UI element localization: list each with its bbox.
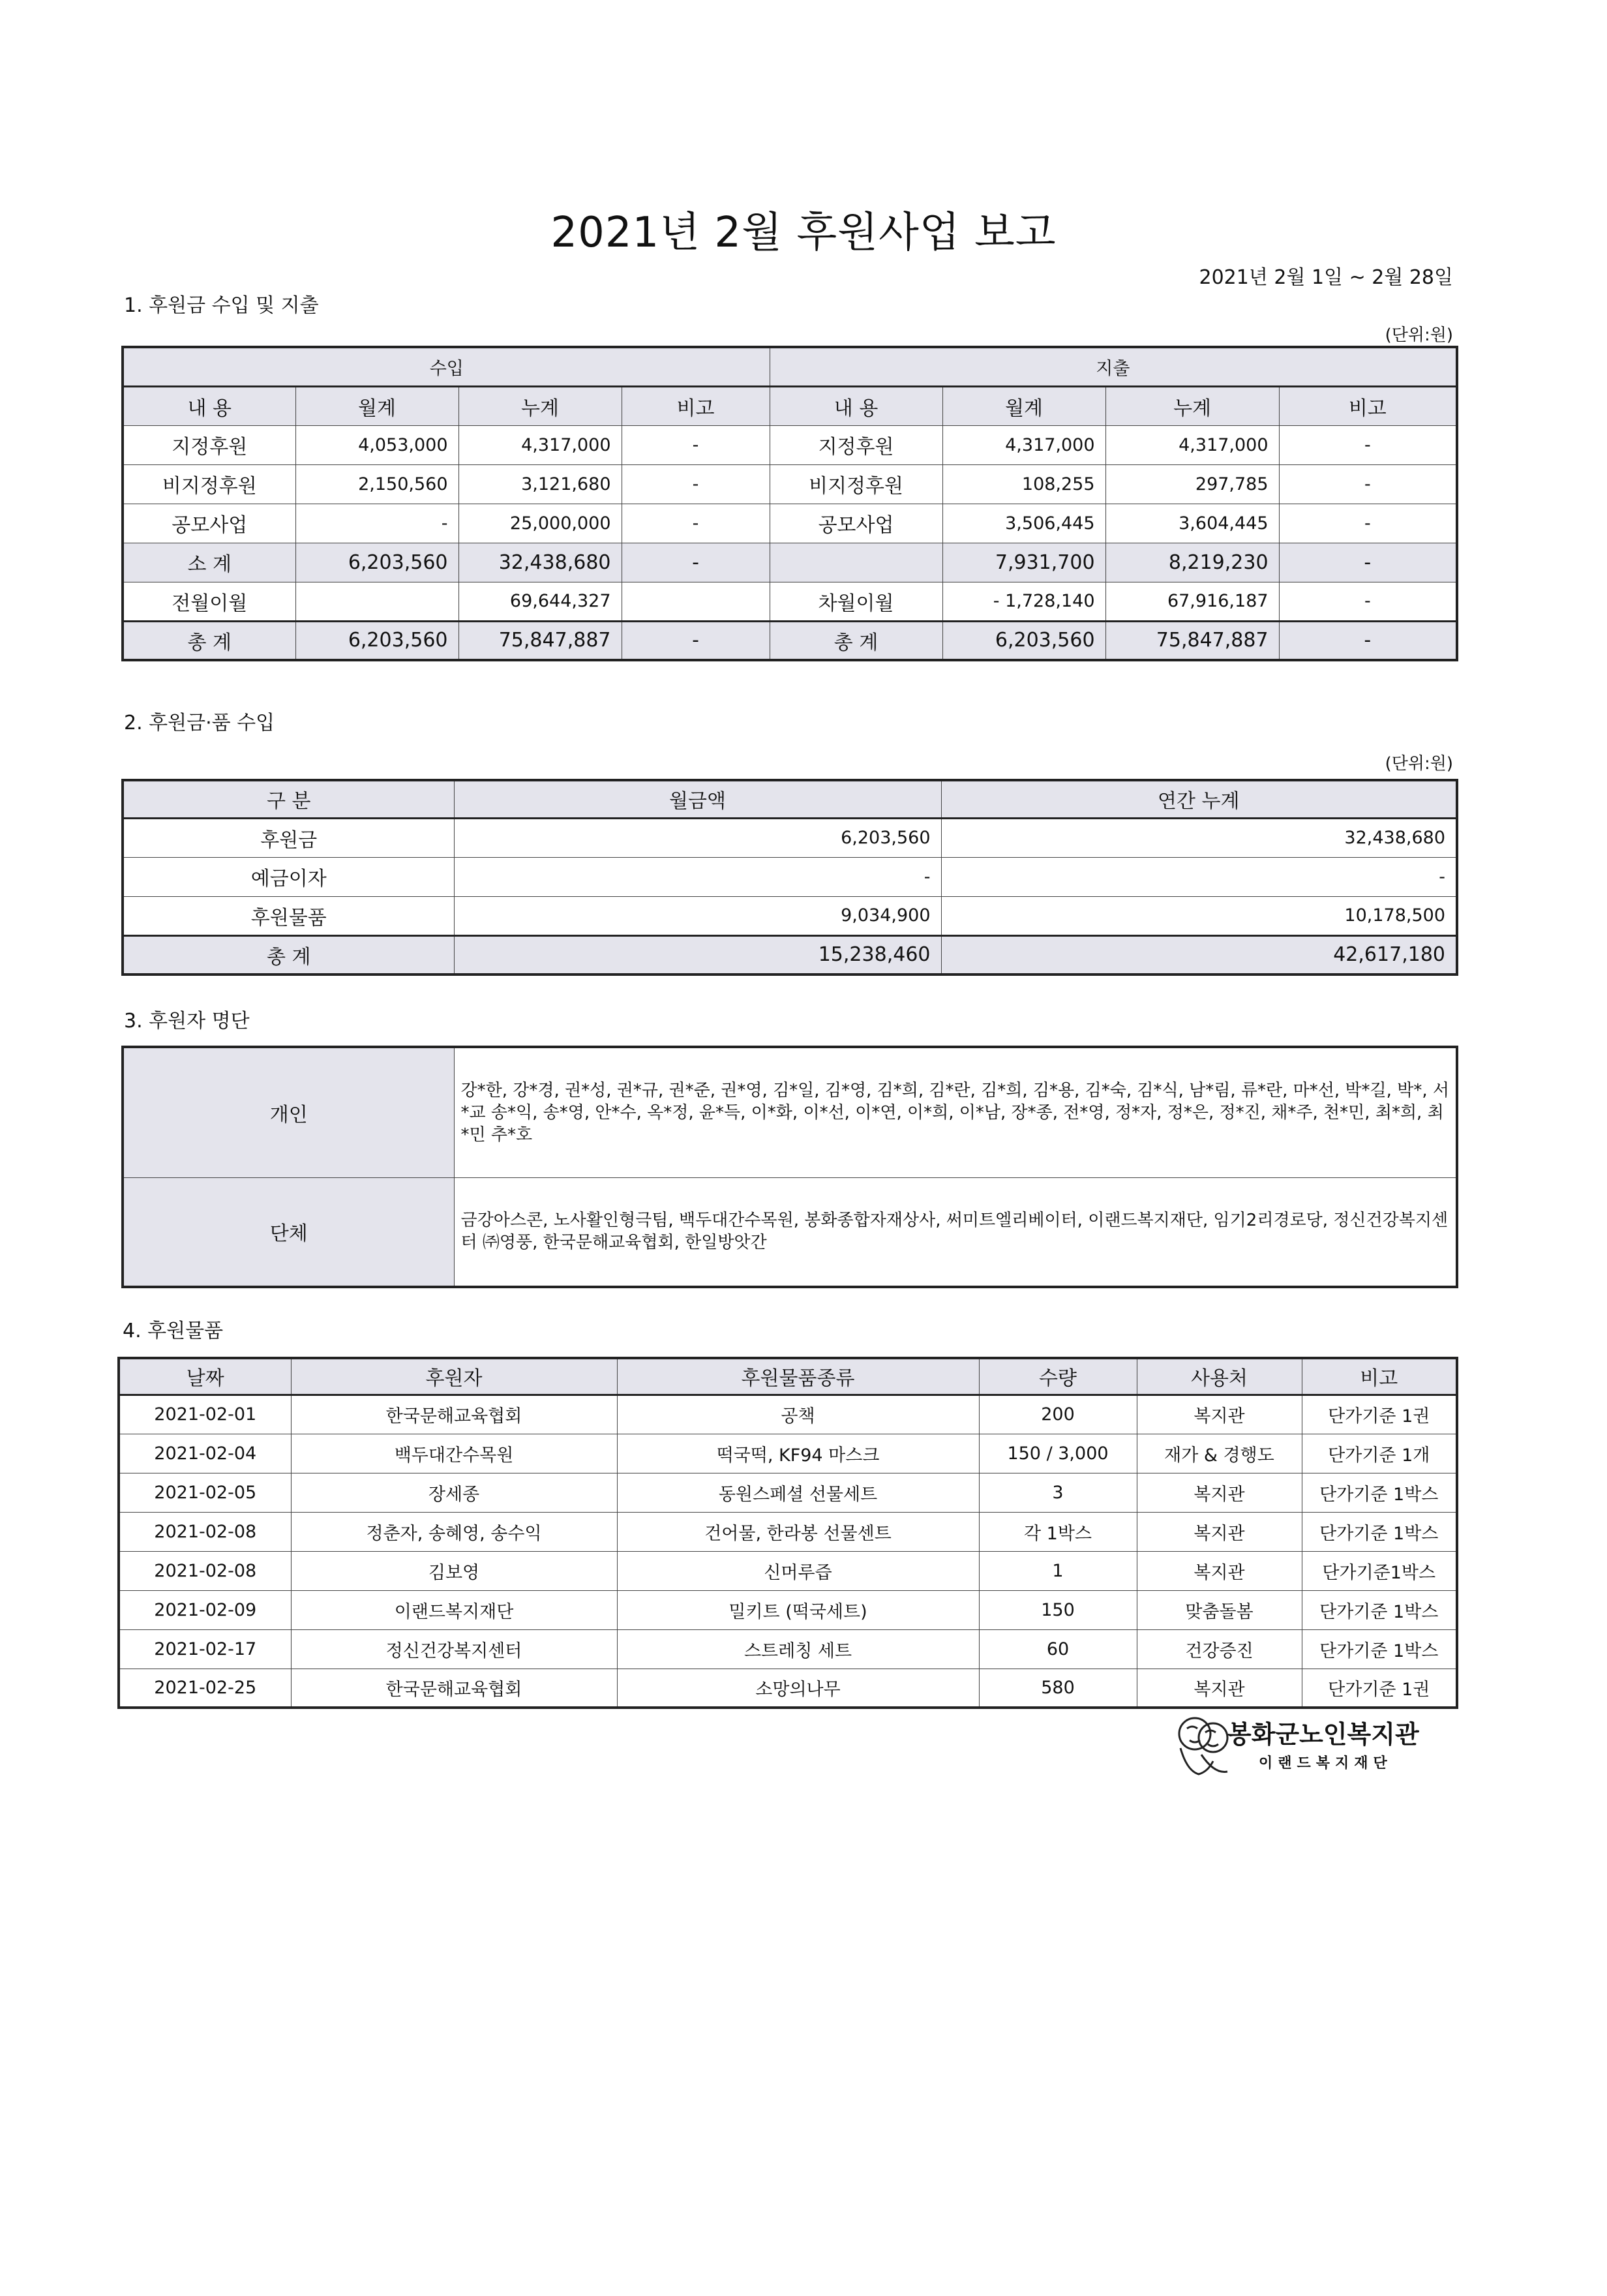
page-title: 2021년 2월 후원사업 보고 [550, 209, 1057, 257]
table-cell: - [1279, 504, 1457, 543]
income-expense-row [123, 504, 1457, 543]
table-cell: 2021-02-09 [119, 1590, 291, 1629]
donated-goods-row [119, 1629, 1457, 1669]
table-cell: - [1279, 425, 1457, 464]
column-header: 월계 [295, 386, 458, 425]
table-cell: 15,238,460 [454, 935, 941, 974]
table-cell: 이랜드복지재단 [291, 1590, 617, 1629]
table-cell: 정신건강복지센터 [291, 1629, 617, 1669]
table-cell: 297,785 [1105, 464, 1279, 504]
table-cell: 단가기준 1박스 [1302, 1590, 1457, 1629]
table-cell: 동원스페셜 선물세트 [617, 1473, 979, 1512]
table-cell: 6,203,560 [295, 621, 458, 660]
column-header: 후원물품종류 [617, 1358, 979, 1395]
individual-label: 개인 [123, 1047, 454, 1177]
table-cell: 총 계 [123, 935, 454, 974]
income-header: 수입 [123, 347, 770, 386]
table-cell: 예금이자 [123, 857, 454, 896]
table-cell: 8,219,230 [1105, 543, 1279, 582]
column-header: 내 용 [123, 386, 295, 425]
income-expense-table [121, 346, 1458, 661]
table-cell: 떡국떡, KF94 마스크 [617, 1434, 979, 1473]
table-cell: 75,847,887 [458, 621, 622, 660]
donated-goods-row [119, 1395, 1457, 1434]
table-cell: 한국문해교육협회 [291, 1669, 617, 1708]
table-cell: - [941, 857, 1457, 896]
donated-goods-header-row [119, 1358, 1457, 1395]
table-cell: 전월이월 [123, 582, 295, 621]
table-cell: 4,317,000 [458, 425, 622, 464]
table-cell: 단가기준 1박스 [1302, 1512, 1457, 1551]
section4-heading: 4. 후원물품 [123, 1320, 224, 1342]
table-cell: 69,644,327 [458, 582, 622, 621]
table-cell: - [622, 425, 770, 464]
donated-goods-row [119, 1590, 1457, 1629]
table-cell: 2021-02-01 [119, 1395, 291, 1434]
table-cell: 42,617,180 [941, 935, 1457, 974]
table-cell: 총 계 [123, 621, 295, 660]
org-name: 봉화군노인복지관 [1227, 1720, 1419, 1749]
group-donors-row [123, 1177, 1457, 1287]
table-cell: - [454, 857, 941, 896]
donated-goods-table [117, 1357, 1458, 1709]
donated-goods-row [119, 1669, 1457, 1708]
table-cell: 신머루즙 [617, 1551, 979, 1590]
table-cell: 각 1박스 [979, 1512, 1137, 1551]
table-cell: 공책 [617, 1395, 979, 1434]
org-sub: 이랜드복지재단 [1259, 1755, 1392, 1772]
table-cell [295, 582, 458, 621]
table-cell: - [622, 504, 770, 543]
table-cell: 후원금 [123, 818, 454, 857]
table-cell: 9,034,900 [454, 896, 941, 935]
column-header: 비고 [622, 386, 770, 425]
table-cell: - [1279, 464, 1457, 504]
table-cell: 비지정후원 [770, 464, 942, 504]
table-cell: 4,317,000 [942, 425, 1105, 464]
column-header: 연간 누계 [941, 780, 1457, 818]
table-cell: 정춘자, 송혜영, 송수익 [291, 1512, 617, 1551]
table-cell: 3,604,445 [1105, 504, 1279, 543]
table-cell: - [1279, 543, 1457, 582]
table-cell: 단가기준 1박스 [1302, 1629, 1457, 1669]
table-cell: - [622, 621, 770, 660]
table-cell: 공모사업 [770, 504, 942, 543]
table-cell: 스트레칭 세트 [617, 1629, 979, 1669]
donation-income-row [123, 818, 1457, 857]
table-cell: 단가기준 1박스 [1302, 1473, 1457, 1512]
table-cell: 소망의나무 [617, 1669, 979, 1708]
table-cell: 장세종 [291, 1473, 617, 1512]
table-cell: 비지정후원 [123, 464, 295, 504]
table-cell: 재가 & 경행도 [1137, 1434, 1302, 1473]
table-cell: 단가기준1박스 [1302, 1551, 1457, 1590]
income-expense-row [123, 621, 1457, 660]
table-cell: 공모사업 [123, 504, 295, 543]
table-cell: 4,317,000 [1105, 425, 1279, 464]
table-cell: 차월이월 [770, 582, 942, 621]
column-header: 날짜 [119, 1358, 291, 1395]
table-cell: 후원물품 [123, 896, 454, 935]
table-cell: 한국문해교육협회 [291, 1395, 617, 1434]
table-cell: 7,931,700 [942, 543, 1105, 582]
table-cell: - [1279, 621, 1457, 660]
table-cell: 단가기준 1개 [1302, 1434, 1457, 1473]
section1-heading: 1. 후원금 수입 및 지출 [124, 294, 319, 317]
table-cell: 복지관 [1137, 1473, 1302, 1512]
donation-income-row [123, 896, 1457, 935]
section2-heading: 2. 후원금·품 수입 [124, 712, 275, 734]
column-header: 누계 [1105, 386, 1279, 425]
table-cell: 25,000,000 [458, 504, 622, 543]
table-cell: 복지관 [1137, 1669, 1302, 1708]
column-header: 구 분 [123, 780, 454, 818]
donation-income-header-row [123, 780, 1457, 818]
table-cell: 김보영 [291, 1551, 617, 1590]
table-cell: 60 [979, 1629, 1137, 1669]
income-expense-column-header-row [123, 386, 1457, 425]
column-header: 월금액 [454, 780, 941, 818]
table-cell: 10,178,500 [941, 896, 1457, 935]
column-header: 수량 [979, 1358, 1137, 1395]
table-cell: 총 계 [770, 621, 942, 660]
table-cell: 3,121,680 [458, 464, 622, 504]
table-cell: 밀키트 (떡국세트) [617, 1590, 979, 1629]
table-cell: 복지관 [1137, 1512, 1302, 1551]
table-cell: 2021-02-05 [119, 1473, 291, 1512]
table-cell: 2021-02-04 [119, 1434, 291, 1473]
table-cell: 2,150,560 [295, 464, 458, 504]
column-header: 비고 [1302, 1358, 1457, 1395]
donated-goods-row [119, 1434, 1457, 1473]
table-cell: 32,438,680 [458, 543, 622, 582]
table-cell: - [622, 543, 770, 582]
table-cell: 소 계 [123, 543, 295, 582]
table-cell: 200 [979, 1395, 1137, 1434]
individual-donors-row [123, 1047, 1457, 1177]
table-cell: 32,438,680 [941, 818, 1457, 857]
table-cell: 75,847,887 [1105, 621, 1279, 660]
table-cell: 6,203,560 [295, 543, 458, 582]
table-cell: 복지관 [1137, 1551, 1302, 1590]
individual-names: 강*한, 강*경, 권*성, 권*규, 권*준, 권*영, 김*일, 김*영, 김*희, 김*란, 김*희, 김*용, 김*숙, 김*식, 남*림, 류*란, 마*선, 박*길, 박*, 서*교 송*익, 송*영, 안*수, 옥*정, 윤*득, 이*화, 이*선, 이*연, 이*희, 이*남, 장*종, 전*영, 정*자, 정*은, 정*진, 채*주, 천*민, 최*희, 최*민 추*호 [454, 1047, 1457, 1177]
section3-heading: 3. 후원자 명단 [124, 1010, 250, 1033]
income-expense-row [123, 543, 1457, 582]
table-cell: 2021-02-25 [119, 1669, 291, 1708]
table-cell: 2021-02-08 [119, 1512, 291, 1551]
table-cell: 4,053,000 [295, 425, 458, 464]
column-header: 누계 [458, 386, 622, 425]
table-cell: 6,203,560 [454, 818, 941, 857]
table-cell: 3,506,445 [942, 504, 1105, 543]
income-expense-row [123, 425, 1457, 464]
section1-unit: (단위:원) [1385, 325, 1453, 345]
table-cell: 단가기준 1권 [1302, 1669, 1457, 1708]
table-cell: 1 [979, 1551, 1137, 1590]
table-cell: 150 [979, 1590, 1137, 1629]
donated-goods-row [119, 1512, 1457, 1551]
section2-unit: (단위:원) [1385, 754, 1453, 774]
table-cell: 580 [979, 1669, 1137, 1708]
table-cell: - [622, 464, 770, 504]
donation-income-row [123, 935, 1457, 974]
donation-income-row [123, 857, 1457, 896]
table-cell: 지정후원 [770, 425, 942, 464]
column-header: 비고 [1279, 386, 1457, 425]
table-cell [622, 582, 770, 621]
table-cell: 2021-02-17 [119, 1629, 291, 1669]
table-cell: 2021-02-08 [119, 1551, 291, 1590]
column-header: 사용처 [1137, 1358, 1302, 1395]
table-cell: - [295, 504, 458, 543]
income-expense-row [123, 582, 1457, 621]
table-cell: 6,203,560 [942, 621, 1105, 660]
table-cell: 108,255 [942, 464, 1105, 504]
column-header: 내 용 [770, 386, 942, 425]
table-cell: 단가기준 1권 [1302, 1395, 1457, 1434]
donor-list-table [121, 1046, 1458, 1288]
column-header: 월계 [942, 386, 1105, 425]
table-cell: 지정후원 [123, 425, 295, 464]
table-cell: 백두대간수목원 [291, 1434, 617, 1473]
group-label: 단체 [123, 1177, 454, 1287]
report-period: 2021년 2월 1일 ~ 2월 28일 [1199, 266, 1453, 289]
table-cell: - 1,728,140 [942, 582, 1105, 621]
column-header: 후원자 [291, 1358, 617, 1395]
table-cell: 150 / 3,000 [979, 1434, 1137, 1473]
table-cell: 복지관 [1137, 1395, 1302, 1434]
table-cell: 67,916,187 [1105, 582, 1279, 621]
table-cell: 맞춤돌봄 [1137, 1590, 1302, 1629]
group-names: 금강아스콘, 노사활인형극팀, 백두대간수목원, 봉화종합자재상사, 써미트엘리베이터, 이랜드복지재단, 임기2리경로당, 정신건강복지센터 ㈜영풍, 한국문해교육협회, 한일방앗간 [454, 1177, 1457, 1287]
expense-header: 지출 [770, 347, 1457, 386]
table-cell: 건강증진 [1137, 1629, 1302, 1669]
income-expense-row [123, 464, 1457, 504]
donated-goods-row [119, 1551, 1457, 1590]
table-cell: - [1279, 582, 1457, 621]
donation-income-table [121, 779, 1458, 976]
table-cell: 건어물, 한라봉 선물센트 [617, 1512, 979, 1551]
donated-goods-row [119, 1473, 1457, 1512]
table-cell [770, 543, 942, 582]
table-cell: 3 [979, 1473, 1137, 1512]
